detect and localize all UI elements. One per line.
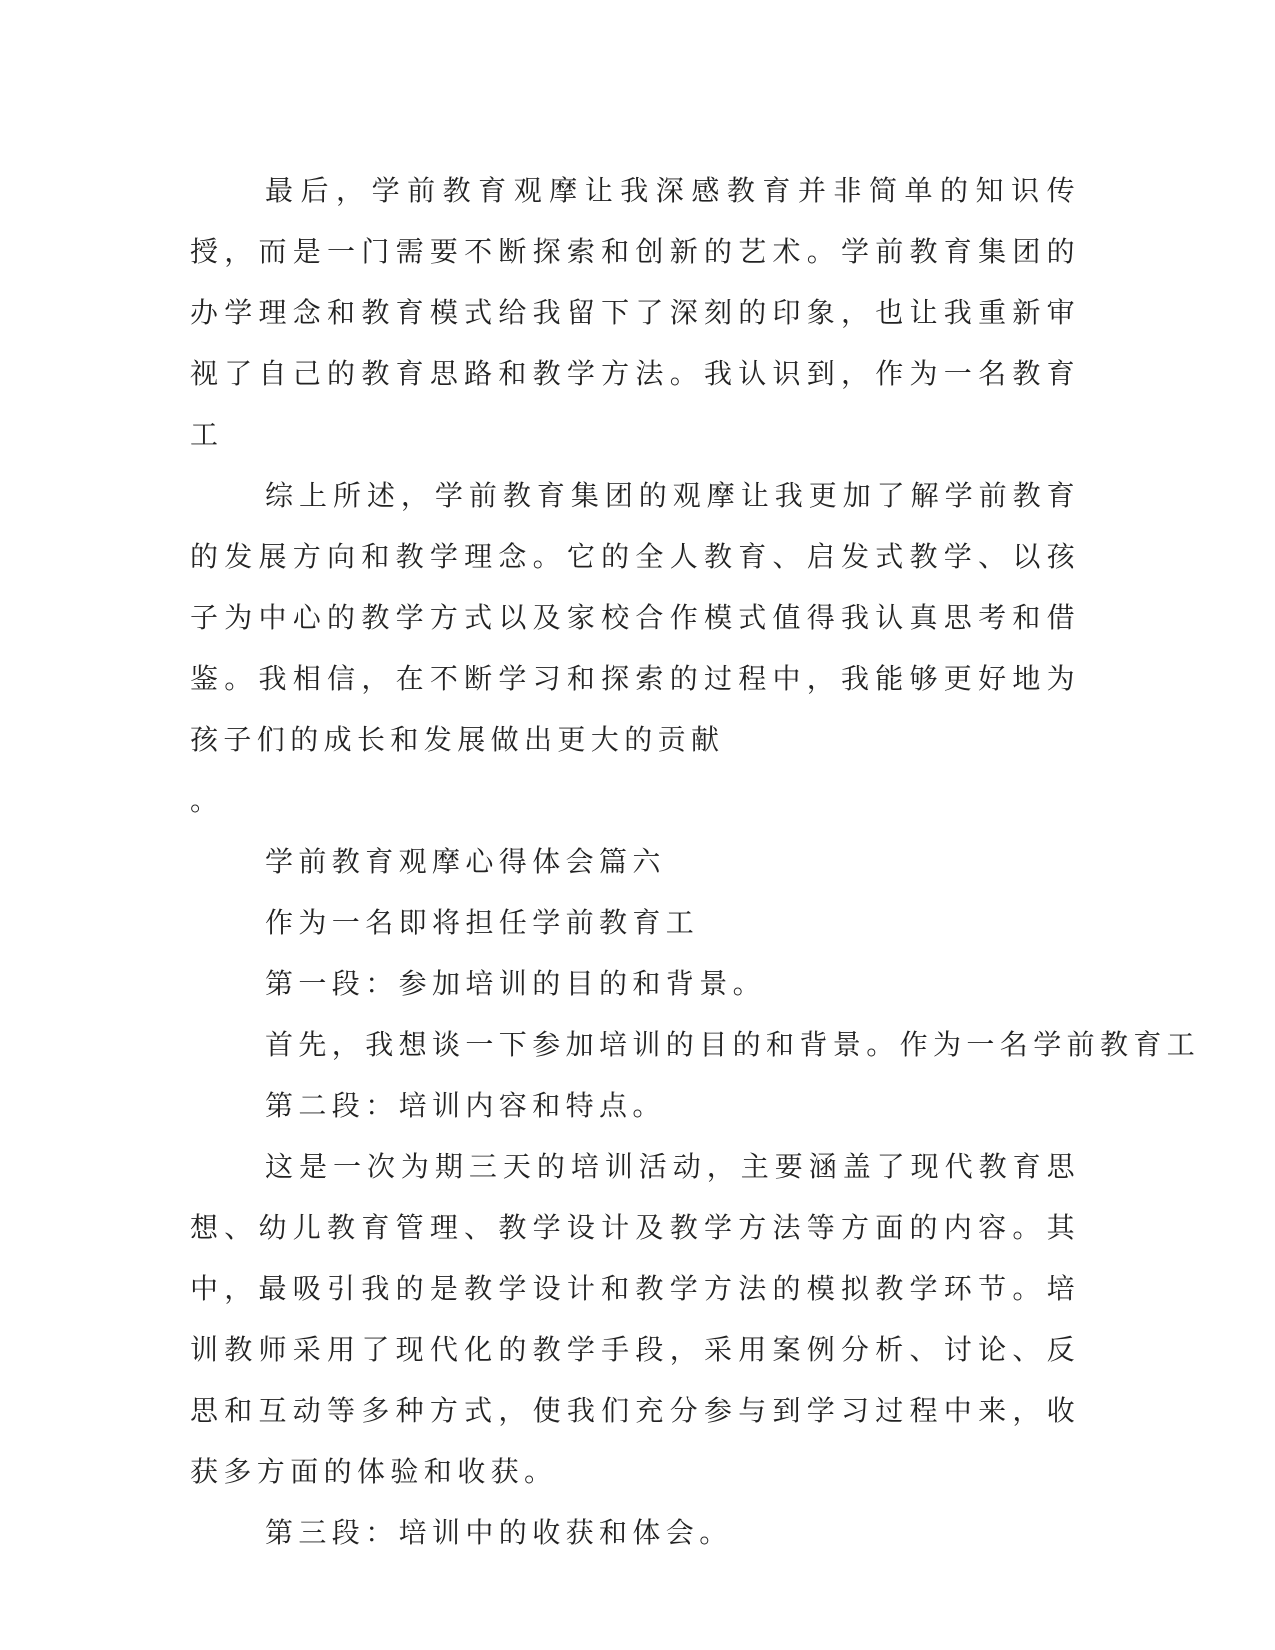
stray-punctuation: 。 (190, 784, 224, 817)
part1-heading: 第一段：参加培训的目的和背景。 (265, 967, 767, 1000)
document-body (190, 160, 1201, 1563)
part2-heading: 第二段：培训内容和特点。 (265, 1089, 666, 1122)
section-title: 学前教育观摩心得体会篇六 (265, 845, 666, 878)
part2-text: 这是一次为期三天的培训活动，主要涵盖了现代教育思想、幼儿教育管理、教学设计及教学方法等方面的内容。其中，最吸引我的是教学设计和教学方法的模拟教学环节。培训教师采用了现代化的教学手段，采用案例分析、讨论、反思和互动等多种方式，使我们充分参与到学习过程中来，收获多方面的体验和收获。 (190, 1150, 1080, 1488)
paragraph-summary: 综上所述，学前教育集团的观摩让我更加了解学前教育的发展方向和教学理念。它的全人教育、启发式教学、以孩子为中心的教学方式以及家校合作模式值得我认真思考和借鉴。我相信，在不断学习和探索的过程中，我能够更好地为孩子们的成长和发展做出更大的贡献 (190, 479, 1080, 756)
paragraph-conclusion: 最后，学前教育观摩让我深感教育并非简单的知识传授，而是一门需要不断探索和创新的艺术。学前教育集团的办学理念和教育模式给我留下了深刻的印象，也让我重新审视了自己的教育思路和教学方法。我认识到，作为一名教育工 (190, 174, 1080, 451)
part1-text: 首先，我想谈一下参加培训的目的和背景。作为一名学前教育工 (265, 1028, 1201, 1061)
intro-line: 作为一名即将担任学前教育工 (265, 906, 700, 939)
part3-heading: 第三段：培训中的收获和体会。 (265, 1516, 733, 1549)
